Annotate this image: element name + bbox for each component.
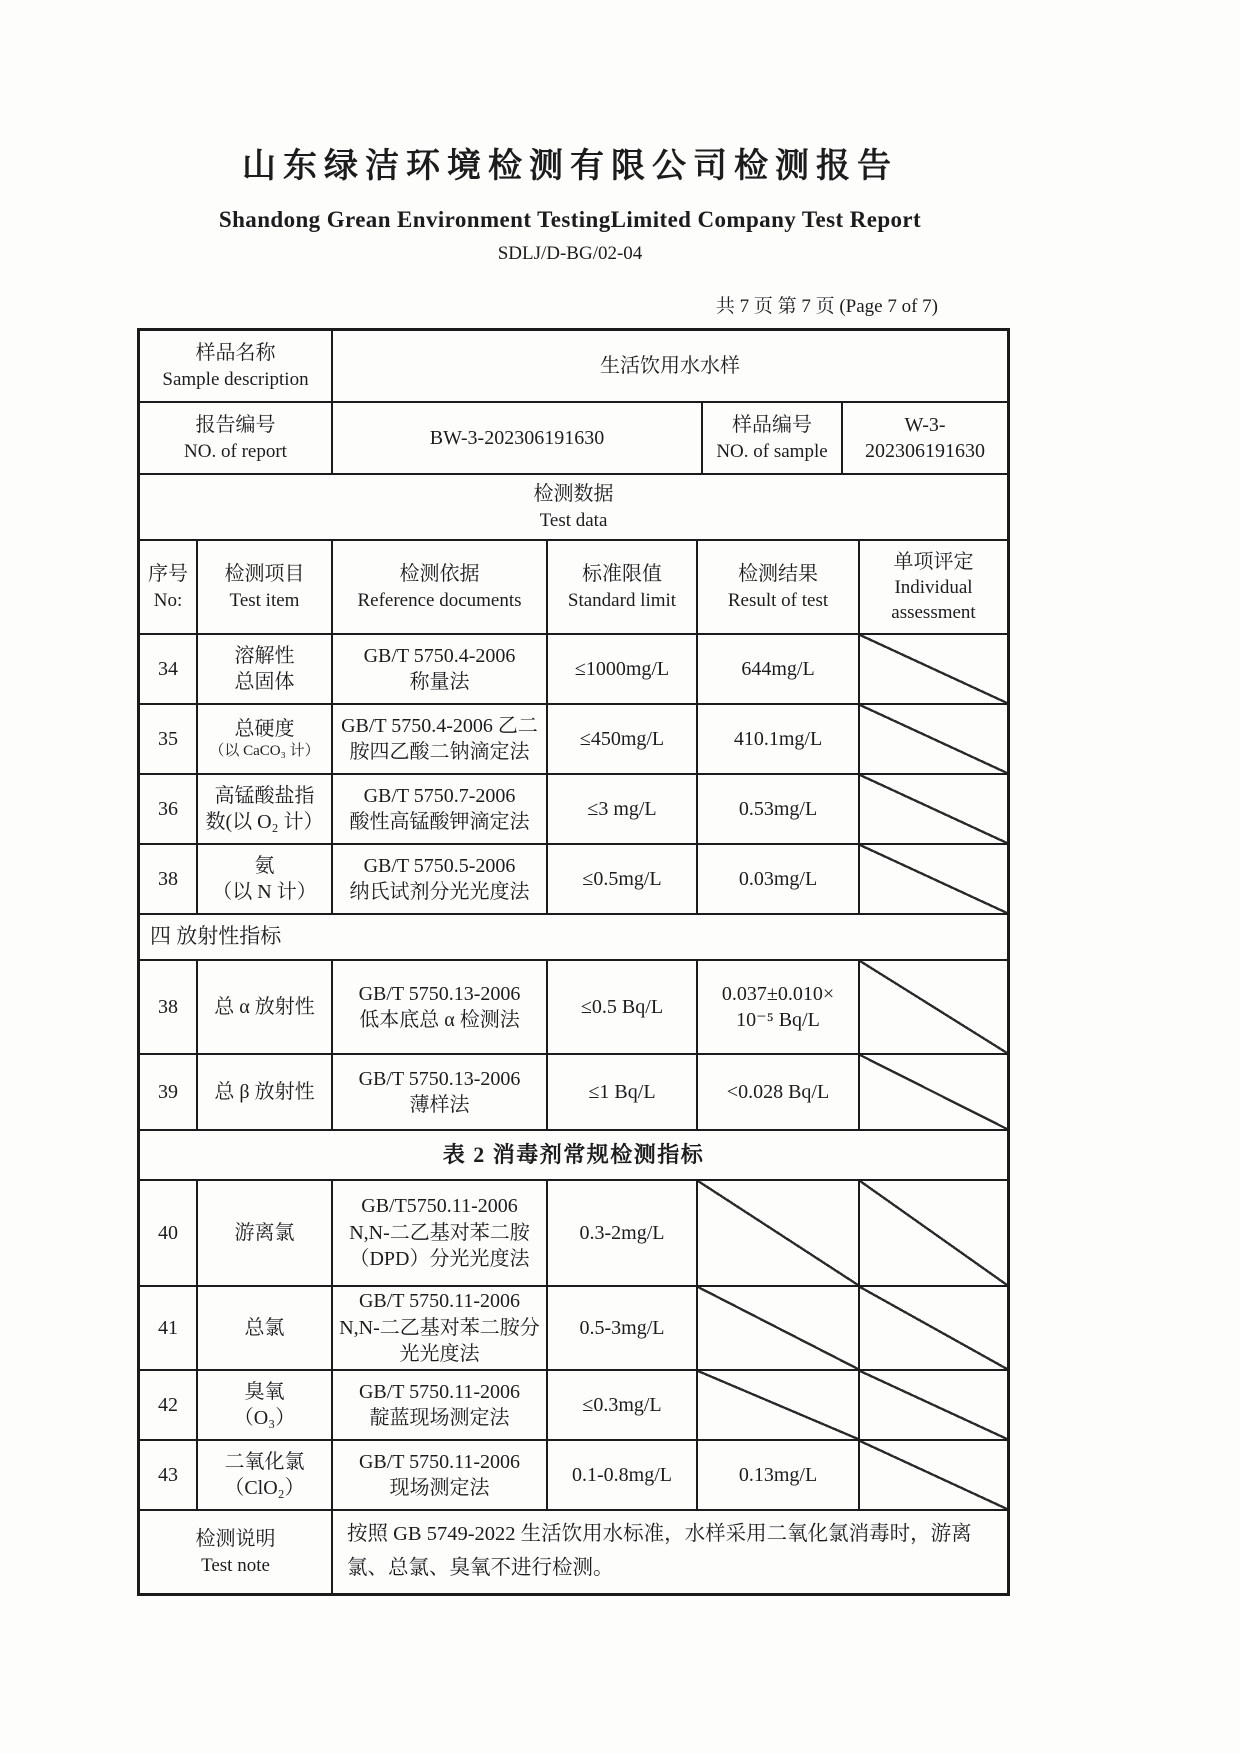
row38a-limit-cell: [548, 845, 698, 913]
table-row-36: [140, 775, 1007, 845]
row36-assessment-cell: [860, 775, 1007, 843]
row34-item-cell: [198, 635, 333, 703]
table-row-sample-description: [140, 331, 1007, 403]
row43-assessment-cell: [860, 1441, 1007, 1509]
row40-no-cell: [140, 1181, 198, 1285]
report-no-label-cn: 报告编号: [195, 414, 276, 437]
row38b-no-cell: [140, 961, 198, 1053]
table-row-35: [140, 705, 1007, 775]
col-header-no: [140, 541, 198, 633]
report-no-label-cell: [140, 403, 333, 473]
row36-result-cell: [698, 775, 860, 843]
table-row-test-data-banner: [140, 475, 1007, 541]
row34-assessment-cell: [860, 635, 1007, 703]
table-row-38-alpha: [140, 961, 1007, 1055]
row43-result-cell: [698, 1441, 860, 1509]
row39-no-cell: [140, 1055, 198, 1129]
section-radioactivity-cell: [140, 915, 1007, 959]
row34-no: 34: [158, 657, 178, 680]
table-row-test-note: [140, 1511, 1007, 1593]
row38b-assessment-cell: [860, 961, 1007, 1053]
row35-item-cell: [198, 705, 333, 773]
table-row-section-radioactivity: [140, 915, 1007, 961]
row36-limit: ≤3 mg/L: [587, 797, 657, 820]
report-no-value: BW-3-202306191630: [429, 426, 605, 449]
report-title-en: Shandong Grean Environment TestingLimited Company Test Report: [218, 207, 922, 232]
row41-ref-line2: N,N-二乙基对苯二胺分: [339, 1316, 540, 1339]
col-ref-en: Reference documents: [357, 589, 522, 611]
row42-item-cell: [198, 1371, 333, 1439]
row35-no: 35: [158, 727, 178, 750]
sample-label-en: Sample description: [162, 368, 309, 390]
report-no-label-en: NO. of report: [184, 440, 287, 462]
row38a-item-cell: [198, 845, 333, 913]
row43-ref-line1: GB/T 5750.11-2006: [358, 1450, 521, 1473]
row35-ref-cell: [333, 705, 548, 773]
row43-limit: 0.1-0.8mg/L: [572, 1463, 672, 1486]
col-result-en: Result of test: [727, 589, 829, 611]
row34-limit: ≤1000mg/L: [574, 657, 670, 680]
row41-no: 41: [158, 1316, 178, 1339]
row34-item-line1: 溶解性: [234, 644, 295, 667]
col-result-cn: 检测结果: [738, 563, 818, 586]
row38b-ref-line1: GB/T 5750.13-2006: [358, 982, 521, 1005]
row38a-ref-line1: GB/T 5750.5-2006: [363, 854, 516, 877]
col-item-en: Test item: [229, 589, 300, 611]
report-no-value-cell: [333, 403, 703, 473]
test-note-text-cell: [333, 1511, 1007, 1593]
row35-result: 410.1mg/L: [733, 727, 823, 750]
row34-ref-cell: [333, 635, 548, 703]
row35-ref-line2: 胺四乙酸二钠滴定法: [349, 741, 530, 763]
row34-limit-cell: [548, 635, 698, 703]
row38a-item-line1: 氨: [254, 854, 275, 877]
sample-value: 生活饮用水水样: [600, 354, 740, 377]
row36-item-line1: 高锰酸盐指: [214, 784, 315, 807]
sample-no-value-cell: [843, 403, 1007, 473]
test-data-en: Test data: [539, 509, 608, 531]
row41-limit-cell: [548, 1287, 698, 1369]
row40-ref-line3: （DPD）分光光度法: [349, 1248, 530, 1271]
row39-limit-cell: [548, 1055, 698, 1129]
test-note-text: 按照 GB 5749-2022 生活饮用水标准，水样采用二氧化氯消毒时，游离氯、总氯、臭氧不进行检测。: [347, 1523, 972, 1579]
col-header-reference: [333, 541, 548, 633]
row38b-no: 38: [158, 995, 178, 1018]
row35-limit: ≤450mg/L: [579, 727, 665, 750]
table-row-42: [140, 1371, 1007, 1441]
col-no-en: No:: [153, 589, 183, 611]
row35-result-cell: [698, 705, 860, 773]
row41-no-cell: [140, 1287, 198, 1369]
row42-item-line1: 臭氧: [244, 1380, 285, 1403]
row42-ref-line2: 靛蓝现场测定法: [369, 1407, 510, 1429]
row43-item-line2: （ClO₂）: [224, 1477, 305, 1499]
sample-label-cn: 样品名称: [195, 342, 276, 365]
table-row-section-table2: [140, 1131, 1007, 1181]
row34-result-cell: [698, 635, 860, 703]
row35-item-line1: 总硬度: [234, 717, 295, 740]
row41-ref-cell: [333, 1287, 548, 1369]
row35-limit-cell: [548, 705, 698, 773]
row40-assessment-cell: [860, 1181, 1007, 1285]
row38a-no-cell: [140, 845, 198, 913]
row42-item-line2: （O₃）: [233, 1407, 296, 1429]
col-header-item: [198, 541, 333, 633]
row43-ref-cell: [333, 1441, 548, 1509]
col-ref-cn: 检测依据: [399, 563, 480, 586]
row40-limit: 0.3-2mg/L: [579, 1221, 665, 1244]
document-code: SDLJ/D-BG/02-04: [497, 243, 643, 264]
col-assess-en2: assessment: [891, 602, 976, 624]
row36-ref-line2: 酸性高锰酸钾滴定法: [349, 811, 530, 833]
row38a-assessment-cell: [860, 845, 1007, 913]
row43-limit-cell: [548, 1441, 698, 1509]
row36-item-line2: 数(以 O₂ 计）: [205, 811, 324, 833]
row34-no-cell: [140, 635, 198, 703]
row36-limit-cell: [548, 775, 698, 843]
table-row-39-beta: [140, 1055, 1007, 1131]
sample-description-value-cell: [333, 331, 1007, 401]
row38b-limit: ≤0.5 Bq/L: [580, 995, 664, 1018]
row36-result: 0.53mg/L: [738, 797, 818, 820]
row38b-ref-line2: 低本底总 α 检测法: [359, 1009, 520, 1031]
col-limit-cn: 标准限值: [582, 563, 662, 586]
row43-no-cell: [140, 1441, 198, 1509]
table-row-40: [140, 1181, 1007, 1287]
row39-assessment-cell: [860, 1055, 1007, 1129]
row38a-ref-line2: 纳氏试剂分光光度法: [349, 881, 530, 903]
row39-result: <0.028 Bq/L: [726, 1080, 830, 1103]
sample-no-label-en: NO. of sample: [716, 440, 828, 462]
col-limit-en: Standard limit: [567, 589, 677, 611]
row35-assessment-cell: [860, 705, 1007, 773]
row38a-result-cell: [698, 845, 860, 913]
test-note-label-cell: [140, 1511, 333, 1593]
row36-no: 36: [158, 797, 178, 820]
col-assess-cn: 单项评定: [893, 550, 974, 573]
row40-ref-line2: N,N-二乙基对苯二胺: [349, 1221, 530, 1244]
section-radioactivity-title: 四 放射性指标: [150, 924, 282, 949]
row43-result: 0.13mg/L: [738, 1463, 818, 1486]
section-table2-cell: [140, 1131, 1007, 1179]
row41-ref-line1: GB/T 5750.11-2006: [358, 1290, 521, 1313]
col-item-cn: 检测项目: [224, 563, 305, 586]
row39-item-cell: [198, 1055, 333, 1129]
row38a-no: 38: [158, 867, 178, 890]
test-data-banner-cell: [140, 475, 1007, 539]
row40-result-cell: [698, 1181, 860, 1285]
row41-limit: 0.5-3mg/L: [579, 1316, 665, 1339]
col-no-cn: 序号: [148, 563, 188, 586]
row36-item-cell: [198, 775, 333, 843]
row40-limit-cell: [548, 1181, 698, 1285]
row40-ref-line1: GB/T5750.11-2006: [361, 1195, 518, 1218]
col-header-assessment: [860, 541, 1007, 633]
row38a-limit: ≤0.5mg/L: [582, 867, 662, 890]
row38b-item-cell: [198, 961, 333, 1053]
row35-ref-line1: GB/T 5750.4-2006 乙二: [341, 714, 538, 737]
row41-result-cell: [698, 1287, 860, 1369]
table-row-41: [140, 1287, 1007, 1371]
row39-result-cell: [698, 1055, 860, 1129]
row39-ref-line1: GB/T 5750.13-2006: [358, 1067, 521, 1090]
row35-item-line2: （以 CaCO₃ 计）: [209, 743, 320, 760]
sample-no-label-cell: [703, 403, 843, 473]
row34-ref-line1: GB/T 5750.4-2006: [363, 644, 516, 667]
table-row-column-headers: [140, 541, 1007, 635]
row34-result: 644mg/L: [741, 657, 815, 680]
test-report-table: [137, 328, 1010, 1596]
row39-no: 39: [158, 1080, 178, 1103]
table-row-43: [140, 1441, 1007, 1511]
row40-no: 40: [158, 1221, 178, 1244]
row43-ref-line2: 现场测定法: [389, 1477, 490, 1499]
row42-ref-cell: [333, 1371, 548, 1439]
row42-no: 42: [158, 1393, 178, 1416]
row36-no-cell: [140, 775, 198, 843]
row42-limit: ≤0.3mg/L: [582, 1393, 662, 1416]
row34-ref-line2: 称量法: [409, 671, 470, 693]
row38a-result: 0.03mg/L: [738, 867, 818, 890]
row43-item-cell: [198, 1441, 333, 1509]
row41-item-cell: [198, 1287, 333, 1369]
table-row-38-ammonia: [140, 845, 1007, 915]
row40-ref-cell: [333, 1181, 548, 1285]
row39-ref-cell: [333, 1055, 548, 1129]
report-title-cn: 山东绿洁环境检测有限公司检测报告: [242, 148, 898, 185]
sample-no-label-cn: 样品编号: [732, 414, 812, 437]
row35-no-cell: [140, 705, 198, 773]
row34-item-line2: 总固体: [234, 671, 295, 693]
row38b-item-line1: 总 α 放射性: [214, 995, 315, 1018]
row41-ref-line3: 光光度法: [399, 1343, 480, 1366]
row41-item-line1: 总氯: [244, 1316, 285, 1339]
row40-item-line1: 游离氯: [234, 1221, 295, 1244]
page-indicator: 共 7 页 第 7 页 (Page 7 of 7): [715, 296, 938, 317]
row39-ref-line2: 薄样法: [409, 1094, 470, 1116]
row43-no: 43: [158, 1463, 178, 1486]
row43-item-line1: 二氧化氯: [224, 1450, 305, 1473]
test-data-cn: 检测数据: [533, 483, 614, 506]
row36-ref-cell: [333, 775, 548, 843]
row42-no-cell: [140, 1371, 198, 1439]
table-row-34: [140, 635, 1007, 705]
row40-item-cell: [198, 1181, 333, 1285]
test-note-label-en: Test note: [201, 1554, 270, 1576]
row42-ref-line1: GB/T 5750.11-2006: [358, 1380, 521, 1403]
col-assess-en1: Individual: [894, 577, 973, 599]
sample-description-label-cell: [140, 331, 333, 401]
row39-limit: ≤1 Bq/L: [588, 1080, 656, 1103]
row38a-ref-cell: [333, 845, 548, 913]
row36-ref-line1: GB/T 5750.7-2006: [363, 784, 516, 807]
row42-result-cell: [698, 1371, 860, 1439]
row38b-limit-cell: [548, 961, 698, 1053]
test-note-label-cn: 检测说明: [195, 1528, 276, 1551]
row38b-ref-cell: [333, 961, 548, 1053]
col-header-limit: [548, 541, 698, 633]
row38b-result-cell: [698, 961, 860, 1053]
row39-item-line1: 总 β 放射性: [214, 1080, 315, 1103]
row42-limit-cell: [548, 1371, 698, 1439]
row38a-item-line2: （以 N 计）: [212, 881, 317, 903]
section-table2-title: 表 2 消毒剂常规检测指标: [442, 1142, 705, 1168]
row38b-result-line1: 0.037±0.010×: [721, 982, 835, 1005]
table-row-report-number: [140, 403, 1007, 475]
col-header-result: [698, 541, 860, 633]
row38b-result-line2: 10⁻⁵ Bq/L: [736, 1009, 820, 1031]
row42-assessment-cell: [860, 1371, 1007, 1439]
sample-no-value: W-3-202306191630: [865, 413, 985, 462]
row41-assessment-cell: [860, 1287, 1007, 1369]
